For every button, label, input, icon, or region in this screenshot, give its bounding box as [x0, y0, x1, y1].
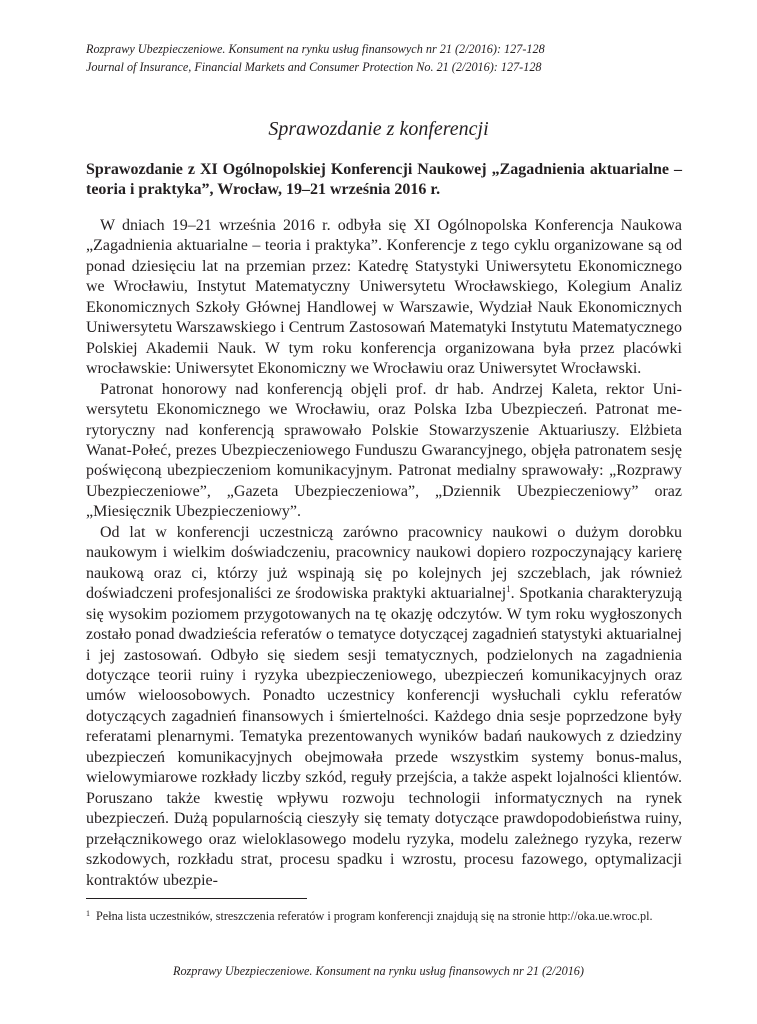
footnote-text: Pełna lista uczestników, streszczenia referatów i program konferencji znajdują się na stronie http://oka.ue.wroc.pl. — [96, 909, 653, 923]
paragraph-3 — [86, 523, 682, 891]
running-footer: Rozprawy Ubezpieczeniowe. Konsument na rynku usług finansowych nr 21 (2/2016) — [173, 964, 584, 978]
paragraph-1: W dniach 19–21 września 2016 r. odbyła się XI Ogólnopolska Konferencja Naukowa „Zagadnienia aktuarialne – teoria i praktyka”. Konferencje z tego cyklu organizowane są od ponad dziesięciu lat na przemian przez: Katedrę Statystyki Uniwersytetu Ekonomicznego we Wrocławiu, Instytut Matematyczny Uniwersytetu Wrocławskiego, Kolegium Analiz Ekonomicznych Szkoły Głównej Handlowej w Warszawie, Wydział Nauk Ekonomicznych Uniwersytetu Warszawskiego i Centrum Zastosowań Matematyki Instytutu Matematycznego Polskiej Akademii Nauk. W tym roku konferencja organizowana była przez placówki wrocławskie: Uniwersytet Ekonomiczny we Wrocławiu oraz Uniwersytet Wrocławski. — [86, 217, 682, 378]
paragraph-2: Patronat honorowy nad konferencją objęli prof. dr hab. Andrzej Kaleta, rektor Uniwersytetu Ekonomicznego we Wrocławiu, oraz Polska Izba Ubezpieczeń. Patronat merytoryczny nad konferencją sprawowało Polskie Stowarzyszenie Aktuariuszy. Elżbieta Wanat-Połeć, prezes Ubezpieczeniowego Funduszu Gwarancyjnego, objęła patronatem sesję poświęconą ubezpieczeniom komunikacyjnym. Patronat medialny sprawowały: „Rozprawy Ubezpieczeniowe”, „Gazeta Ubezpieczeniowa”, „Dziennik Ubezpieczeniowy” oraz „Miesięcznik Ubezpieczeniowy”. — [86, 380, 682, 521]
running-header — [86, 40, 686, 76]
running-header-polish: Rozprawy Ubezpieczeniowe. Konsument na rynku usług finansowych nr 21 (2/2016): 127-128 — [86, 42, 545, 56]
section-title: Sprawozdanie z konferencji — [268, 118, 489, 140]
paragraph-3-part-2: . Spotkania charakteryzują się wysokim poziomem przygotowanych na tę okazję odczytów. W tym roku wygłoszonych zostało ponad dwadzieścia referatów o tematyce dotyczącej zagadnień statystyki aktuarialnej i jej zastosowań. Odbyło się siedem sesji tematycznych, podzielonych na zagadnienia dotyczące teorii ruiny i ryzyka ubezpieczeniowego, ubezpieczeń komunikacyjnych oraz umów wieloosobowych. Ponadto uczestnicy konferencji wysłuchali cyklu referatów dotyczących zagadnień finansowych i śmiertelności. Każdego dnia sesje poprzedzone były referatami plenarnymi. Tematyka prezentowanych wyników badań naukowych z dziedziny ubezpieczeń komunikacyjnych obejmowała przede wszystkim systemy bonus-malus, wielowymiarowe rozkłady liczby szkód, reguły przejścia, a także aspekt lojalności klientów. Poruszano także kwestię wpływu rozwoju technologii informatycznych na rynek ubezpieczeń. Dużą popularnością cieszyły się tematy dotyczące prawdopodobieństwa ruiny, przełącznikowego oraz wieloklasowego modelu ryzyka, modelu zależnego ryzyka, rezerw szkodowych, rozkładu strat, procesu spadku i wzrostu, procesu fazowego, optymalizacji kontraktów ubezpie- — [86, 585, 682, 889]
running-header-english: Journal of Insurance, Financial Markets and Consumer Protection No. 21 (2/2016): 127-128 — [86, 60, 542, 74]
article-title: Sprawozdanie z XI Ogólnopolskiej Konferencji Naukowej „Zagadnienia aktuarialne – teoria i praktyka”, Wrocław, 19–21 września 2016 r. — [86, 161, 682, 198]
footnote-mark: 1 — [86, 909, 90, 918]
footnote-reference[interactable]: 1 — [506, 584, 511, 595]
footnote — [86, 905, 682, 925]
article-body — [86, 216, 682, 891]
paragraph-3-part-1: Od lat w konferencji uczestniczą zarówno pracownicy naukowi o dużym dorobku naukowym i wielkim doświadczeniu, pracownicy naukowi dopiero rozpoczynający karierę naukową oraz ci, którzy już wspinają się po kolejnych jej szczeblach, jak również doświadczeni profesjonaliści ze środowiska praktyki aktuarialnej — [86, 523, 682, 603]
footnote-divider — [86, 898, 307, 899]
